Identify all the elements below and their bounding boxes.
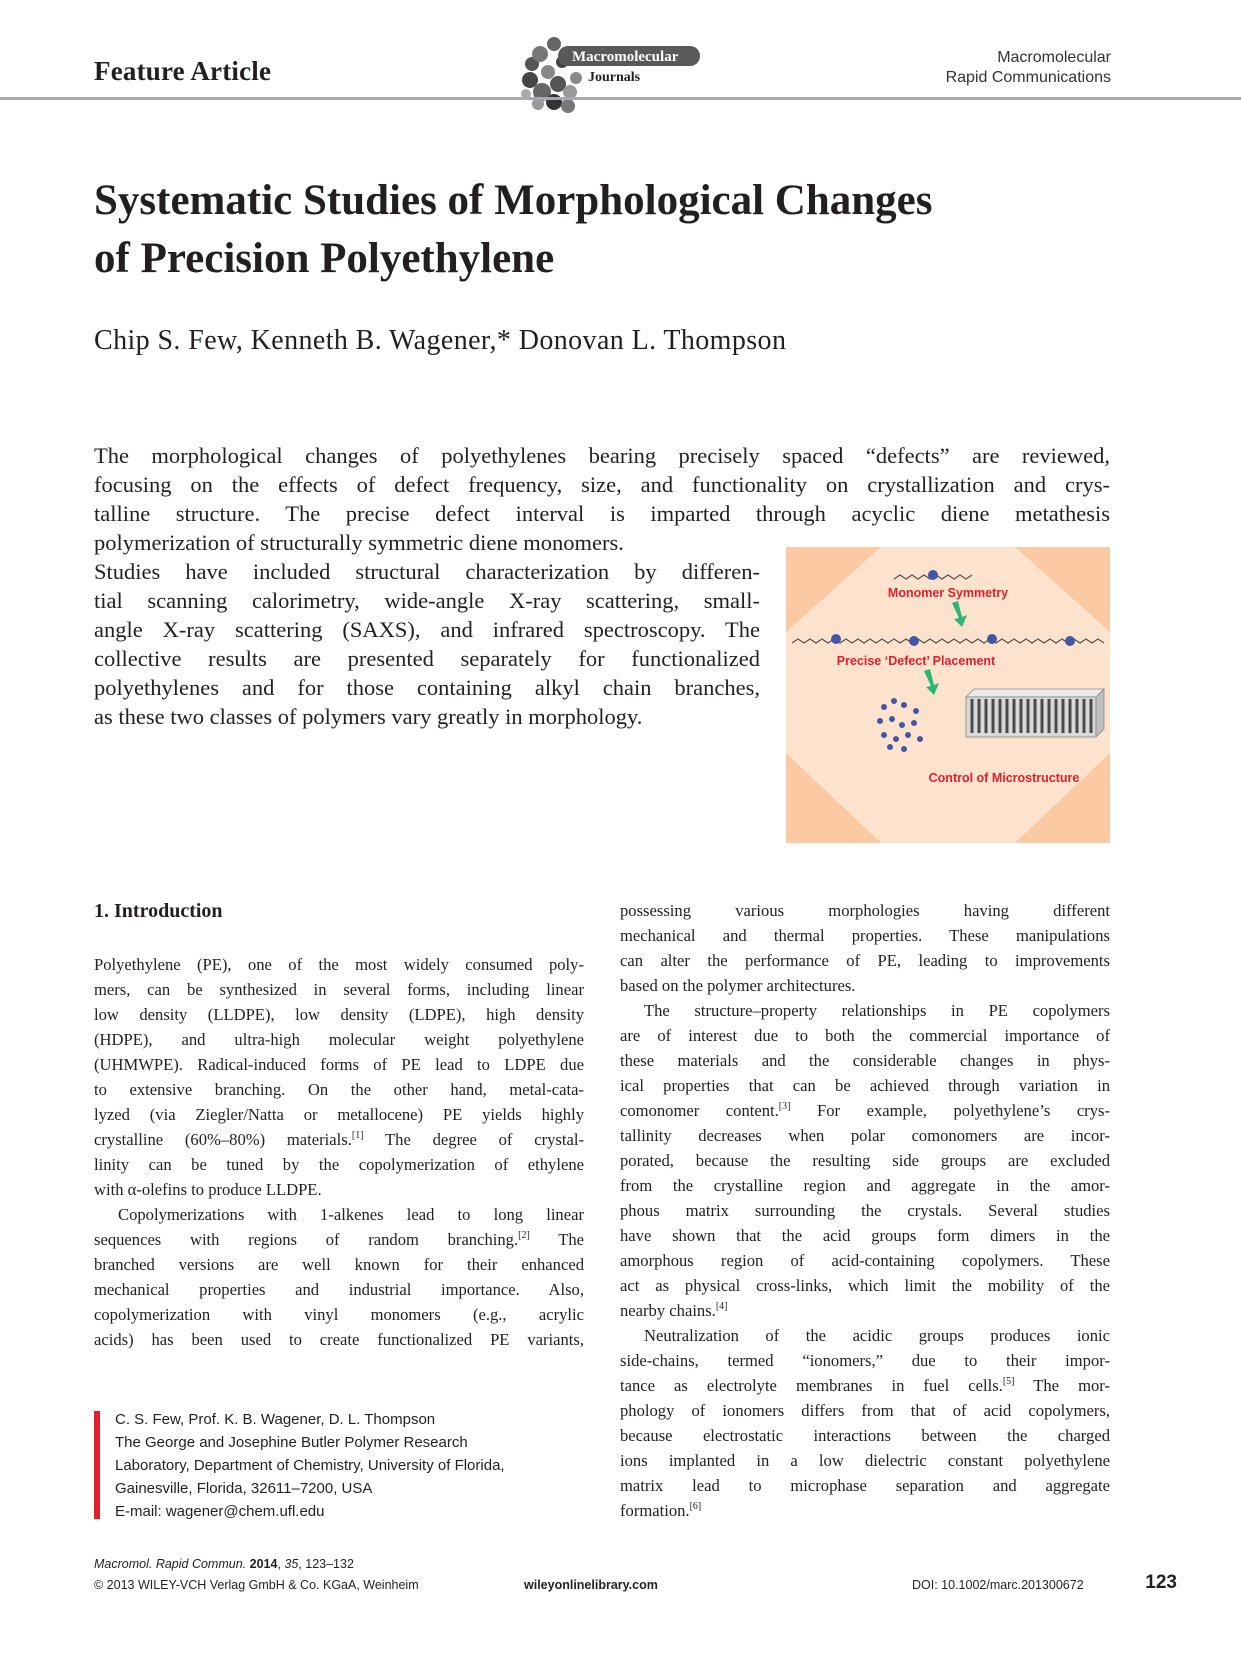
body-line: (HDPE), and ultra-high molecular weight polyethylene — [94, 1030, 584, 1049]
page-number: 123 — [1145, 1572, 1177, 1593]
arrow-icon — [952, 601, 967, 627]
abstract-line: The morphological changes of polyethylenes bearing precisely spaced “defects” are reviewed, — [94, 443, 1110, 468]
body-line: can alter the performance of PE, leading to improvements — [620, 951, 1110, 970]
body-line: acids) has been used to create functionalized PE variants, — [94, 1330, 584, 1349]
body-line: mechanical and thermal properties. These manipulations — [620, 926, 1110, 945]
lamellar-crystal — [966, 689, 1104, 737]
corner-triangle — [786, 547, 881, 632]
body-line: low density (LLDPE), low density (LDPE), high density — [94, 1005, 584, 1024]
defect-bead — [909, 636, 919, 646]
body-text: formation. — [620, 1501, 690, 1520]
body-line: matrix lead to microphase separation and aggregate — [620, 1476, 1110, 1495]
abstract-line: polyethylenes and for those containing alkyl chain branches, — [94, 675, 760, 700]
label-monomer-symmetry: Monomer Symmetry — [887, 586, 1009, 600]
body-line: possessing various morphologies having different — [620, 901, 1110, 920]
citation-journal: Macromol. Rapid Commun. — [94, 1557, 247, 1571]
footer-doi[interactable]: DOI: 10.1002/marc.201300672 — [912, 1578, 1084, 1592]
macromolecular-journals-logo — [518, 34, 700, 116]
body-text: tance as electrolyte membranes in fuel cells. — [620, 1376, 1003, 1395]
affiliation-line: Gainesville, Florida, 32611–7200, USA — [115, 1480, 373, 1497]
authors: Chip S. Few, Kenneth B. Wagener,* Donovan L. Thompson — [94, 325, 787, 356]
body-line: ions implanted in a low dielectric constant polyethylene — [620, 1451, 1110, 1470]
body-line: porated, because the resulting side groups are excluded — [620, 1151, 1110, 1170]
affiliation-line: C. S. Few, Prof. K. B. Wagener, D. L. Thompson — [115, 1411, 436, 1428]
arrow-icon — [924, 669, 939, 695]
affiliation-bar — [94, 1411, 100, 1519]
footer-copyright: © 2013 WILEY-VCH Verlag GmbH & Co. KGaA, Weinheim — [94, 1578, 419, 1592]
body-line: to extensive branching. On the other hand, metal-cata- — [94, 1080, 584, 1099]
footer-citation: Macromol. Rapid Commun. 2014, 35, 123–132 — [94, 1557, 354, 1571]
label-control-microstructure: Control of Microstructure — [928, 771, 1080, 785]
body-line: from the crystalline region and aggregate in the amor- — [620, 1176, 1110, 1195]
body-line — [620, 1498, 1110, 1523]
affiliation-email[interactable]: E-mail: wagener@chem.ufl.edu — [115, 1503, 325, 1520]
section-heading: 1. Introduction — [94, 900, 223, 922]
citation-pages: 123–132 — [305, 1557, 354, 1571]
citation-ref: [4] — [715, 1301, 728, 1312]
body-line: amorphous region of acid-containing copolymers. These — [620, 1251, 1110, 1270]
body-line: ical properties that can be achieved through variation in — [620, 1076, 1110, 1095]
defect-bead — [831, 634, 841, 644]
body-text: The — [529, 1230, 584, 1249]
body-line — [94, 1127, 584, 1152]
body-line: Copolymerizations with 1-alkenes lead to long linear — [118, 1205, 584, 1224]
body-line: copolymerization with vinyl monomers (e.g., acrylic — [94, 1305, 584, 1324]
body-line: Polyethylene (PE), one of the most widely consumed poly- — [94, 955, 584, 974]
citation-ref: [3] — [778, 1101, 791, 1112]
title-line-1: Systematic Studies of Morphological Changes — [94, 177, 933, 224]
abstract-line: talline structure. The precise defect interval is imparted through acyclic diene metathesis — [94, 501, 1110, 526]
body-line: are of interest due to both the commercial importance of — [620, 1026, 1110, 1045]
body-line: tallinity decreases when polar comonomers are incor- — [620, 1126, 1110, 1145]
abstract-line: polymerization of structurally symmetric diene monomers. — [94, 530, 624, 555]
journal-name-line2: Rapid Communications — [945, 69, 1111, 86]
body-line: linity can be tuned by the copolymerization of ethylene — [94, 1155, 584, 1174]
abstract-line: angle X-ray scattering (SAXS), and infrared spectroscopy. The — [94, 617, 760, 642]
body-line: branched versions are well known for their enhanced — [94, 1255, 584, 1274]
logo-text-bottom: Journals — [588, 70, 641, 85]
body-text: For example, polyethylene’s crys- — [790, 1101, 1110, 1120]
journal-name-line1: Macromolecular — [997, 49, 1111, 66]
corner-triangle — [1015, 753, 1110, 843]
corner-triangle — [786, 753, 881, 843]
body-text: crystalline (60%–80%) materials. — [94, 1130, 352, 1149]
citation-ref: [2] — [518, 1230, 530, 1241]
header-rule — [0, 97, 1241, 100]
affiliation-line: The George and Josephine Butler Polymer Research — [115, 1434, 468, 1451]
body-line: because electrostatic interactions between the charged — [620, 1426, 1110, 1445]
scatter-beads — [877, 698, 923, 752]
body-line: these materials and the considerable changes in phys- — [620, 1051, 1110, 1070]
body-text: sequences with regions of random branching. — [94, 1230, 519, 1249]
label-defect-placement: Precise ‘Defect’ Placement — [836, 654, 996, 668]
abstract-line: collective results are presented separately for functionalized — [94, 646, 760, 671]
abstract-line: Studies have included structural characterization by differen- — [94, 559, 760, 584]
defect-bead — [1065, 636, 1075, 646]
body-line — [620, 1298, 1110, 1323]
title-line-2: of Precision Polyethylene — [94, 235, 555, 282]
citation-year: 2014 — [249, 1557, 278, 1571]
body-line: mers, can be synthesized in several forms, including linear — [94, 980, 584, 999]
body-line: lyzed (via Ziegler/Natta or metallocene) PE yields highly — [94, 1105, 584, 1124]
body-line: phous matrix surrounding the crystals. Several studies — [620, 1201, 1110, 1220]
body-line: based on the polymer architectures. — [620, 976, 856, 995]
defect-bead — [987, 634, 997, 644]
body-line: with α-olefins to produce LLDPE. — [94, 1180, 322, 1199]
body-line: Neutralization of the acidic groups produces ionic — [644, 1326, 1110, 1345]
abstract-line: tial scanning calorimetry, wide-angle X-ray scattering, small- — [94, 588, 760, 613]
body-line: mechanical properties and industrial importance. Also, — [94, 1280, 584, 1299]
body-text: comonomer content. — [620, 1101, 779, 1120]
affiliation-line: Laboratory, Department of Chemistry, University of Florida, — [115, 1457, 505, 1474]
body-line — [620, 1373, 1110, 1398]
corner-triangle — [1015, 547, 1110, 632]
abstract-line: focusing on the effects of defect frequency, size, and functionality on crystallization and crys- — [94, 472, 1110, 497]
toc-graphic — [786, 547, 1110, 843]
body-line — [620, 1098, 1110, 1123]
body-line: act as physical cross-links, which limit the mobility of the — [620, 1276, 1110, 1295]
article-title — [94, 172, 1154, 288]
body-text: The degree of crystal- — [363, 1130, 585, 1149]
citation-ref: [5] — [1002, 1376, 1015, 1387]
body-line: (UHMWPE). Radical-induced forms of PE lead to LDPE due — [94, 1055, 584, 1074]
footer-website-link[interactable]: wileyonlinelibrary.com — [524, 1578, 658, 1592]
body-line: side-chains, termed “ionomers,” due to their impor- — [620, 1351, 1110, 1370]
body-text: The mor- — [1014, 1376, 1110, 1395]
citation-ref: [6] — [689, 1501, 702, 1512]
journal-name — [946, 48, 1111, 88]
citation-volume: 35 — [284, 1557, 299, 1571]
body-line — [94, 1227, 584, 1252]
body-line: have shown that the acid groups form dimers in the — [620, 1226, 1110, 1245]
abstract-line: as these two classes of polymers vary greatly in morphology. — [94, 704, 643, 729]
citation-ref: [1] — [351, 1130, 364, 1141]
logo-text-top: Macromolecular — [572, 49, 679, 65]
body-text: nearby chains. — [620, 1301, 716, 1320]
body-line: phology of ionomers differs from that of acid copolymers, — [620, 1401, 1110, 1420]
body-line: The structure–property relationships in PE copolymers — [644, 1001, 1110, 1020]
section-label: Feature Article — [94, 56, 272, 86]
monomer-bead — [928, 570, 938, 580]
